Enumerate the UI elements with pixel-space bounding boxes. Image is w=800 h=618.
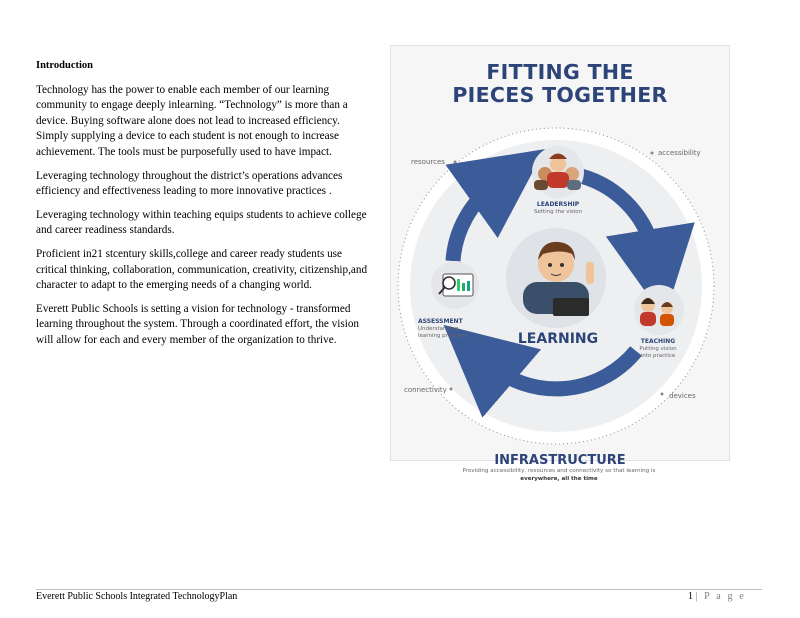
footer-document-title: Everett Public Schools Integrated TechnologyPlan (36, 591, 238, 602)
figure-title-line2: PIECES TOGETHER (452, 83, 668, 107)
teaching-node (634, 285, 684, 359)
fitting-pieces-figure (390, 45, 730, 468)
leadership-subtitle: Setting the vision (533, 209, 583, 215)
paragraph: Leveraging technology throughout the district’s operations advances efficiency and effectiveness leading to more innovative practices . (36, 169, 343, 198)
teaching-circle (634, 285, 684, 335)
ring-dot (454, 161, 457, 164)
ring-dot (661, 393, 664, 396)
teaching-subtitle-line2: into practice (640, 353, 676, 359)
figure-title-line1: FITTING THE (486, 60, 634, 84)
accessibility-label: accessibility (658, 149, 701, 157)
caption-line1: Providing accessibility, resources and connectivity so that learning is (462, 468, 656, 474)
paragraph: Everett Public Schools is setting a vision for technology - transformed learning throughout the system. Through a coordinated effort, the vision will allow for each and every member of the organization to thrive. (36, 302, 360, 346)
assessment-title: ASSESSMENT (418, 318, 463, 325)
teaching-title: TEACHING (640, 338, 676, 345)
figure-caption (390, 467, 728, 483)
ring-dot (651, 152, 654, 155)
assessment-subtitle-line2: learning progress (418, 333, 466, 339)
learning-label: LEARNING (517, 331, 599, 347)
ring-dot (450, 388, 453, 391)
teaching-subtitle-line1: Putting vision (639, 346, 677, 352)
devices-label: devices (669, 392, 696, 400)
resources-label: resources (411, 158, 445, 166)
section-heading: Introduction (36, 60, 93, 71)
assessment-subtitle-line1: Understanding (418, 326, 459, 332)
footer-divider (36, 589, 762, 590)
intro-text-column (36, 58, 370, 357)
paragraph: Technology has the power to enable each member of our learning community to engage deeply inlearning. “Technology” is more than a device. Buying software alone does not lead to increased efficiency. Simply supplying a device to each student is not enough to increase achievement. The tools must be purposefully used to have impact. (36, 83, 348, 158)
leadership-node (532, 146, 584, 215)
paragraph: Leveraging technology within teaching equips students to achieve college and career readiness standards. (36, 208, 367, 237)
infrastructure-title: INFRASTRUCTURE (494, 453, 626, 468)
connectivity-label: connectivity (404, 386, 447, 394)
page-label: | P a g e (695, 591, 747, 602)
leadership-title: LEADERSHIP (536, 201, 580, 208)
laptop-icon (553, 298, 589, 316)
caption-line2: everywhere, all the time (520, 476, 598, 482)
paragraph: Proficient in21 stcentury skills,college and career ready students use critical thinking, collaboration, communication, creativity, citizenship,and character to adapt to the emerging needs of a changing world. (36, 247, 368, 292)
cycle-diagram (391, 46, 729, 468)
raised-hand-icon (586, 262, 594, 284)
footer-page-number (688, 591, 746, 602)
page-number: 1 (688, 591, 696, 602)
